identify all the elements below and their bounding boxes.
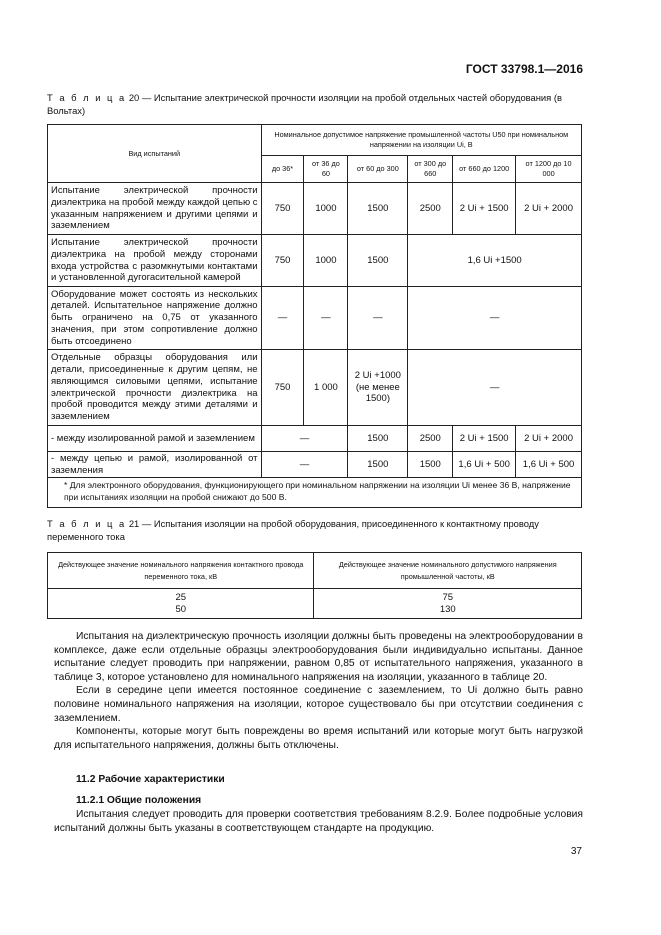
table-footnote: * Для электронного оборудования, функционирующего при номинальном напряжении на изоляции Ui менее 36 В, напряжение при испытаниях изоляции на пробой снижают до 500 В. — [48, 478, 582, 507]
section-heading: 11.2 Рабочие характеристики — [76, 774, 225, 785]
table-20 — [47, 124, 582, 508]
table-cell: Испытание электрической прочности диэлектрика на пробой между каждой цепью с указанным напряжением и другими цепями и заземлением — [48, 183, 262, 235]
table-cell: Испытание электрической прочности диэлектрика на пробой между сторонами входа устройства с разомкнутыми контактами и установленной дугогасительной камерой — [48, 235, 262, 287]
table-cell: 2500 — [408, 426, 453, 452]
table-cell: 1500 — [348, 452, 408, 478]
table-cell: 2 Ui + 2000 — [516, 183, 582, 235]
table-cell: 1 000 — [304, 350, 348, 426]
body-text — [54, 630, 583, 752]
table-cell: — — [408, 350, 582, 426]
table-cell: 1500 — [348, 426, 408, 452]
table-cell: Оборудование может состоять из нескольких деталей. Испытательное напряжение должно быть ограничено на 0,75 от указанного значения, при этом сопротивление должно быть отсоединено — [48, 287, 262, 350]
page-number: 37 — [570, 846, 582, 857]
table-cell: 2500 — [408, 183, 453, 235]
table-cell: 750 — [261, 183, 304, 235]
table-cell: 75 130 — [314, 589, 582, 619]
range-header: до 36* — [261, 156, 304, 183]
table-cell: 25 50 — [48, 589, 314, 619]
table-cell: 1500 — [408, 452, 453, 478]
table-cell: 1,6 Ui +1500 — [408, 235, 582, 287]
col-header-test-type: Вид испытаний — [48, 125, 262, 183]
table-cell: 1,6 Ui + 500 — [516, 452, 582, 478]
table-cell: — — [304, 287, 348, 350]
table-cell: 2 Ui + 2000 — [516, 426, 582, 452]
table-cell: — — [261, 426, 348, 452]
table-cell: — — [408, 287, 582, 350]
subsection-heading: 11.2.1 Общие положения — [76, 795, 202, 806]
col-header-contact-voltage: Действующее значение номинального напряжения контактного провода переменного тока, кВ — [48, 553, 314, 589]
table-footnote-row — [48, 478, 582, 507]
table-21-caption: Т а б л и ц а 21 — Испытания изоляции на пробой оборудования, присоединенного к контактному проводу переменного тока — [47, 518, 539, 542]
table-21 — [47, 552, 582, 619]
table-row — [48, 350, 582, 426]
table-cell: 1,6 Ui + 500 — [453, 452, 516, 478]
table-row — [48, 287, 582, 350]
col-header-group: Номинальное допустимое напряжение промышленной частоты U50 при номинальном напряжении на изоляции Ui, В — [261, 125, 581, 156]
table-row — [48, 235, 582, 287]
table-cell: 1000 — [304, 235, 348, 287]
body-text-final — [54, 808, 583, 835]
table-cell: 1000 — [304, 183, 348, 235]
table-row — [48, 183, 582, 235]
table-cell: 750 — [261, 350, 304, 426]
paragraph: Испытания следует проводить для проверки соответствия требованиям 8.2.9. Более подробные условия испытаний должны быть указаны в соответствующем стандарте на продукцию. — [54, 809, 583, 834]
table-cell: 1500 — [348, 235, 408, 287]
range-header: от 660 до 1200 — [453, 156, 516, 183]
table-row — [48, 589, 582, 619]
table-cell: 1500 — [348, 183, 408, 235]
table-cell: — — [261, 452, 348, 478]
range-header: от 300 до 660 — [408, 156, 453, 183]
table-cell: 750 — [261, 235, 304, 287]
table-cell: - между цепью и рамой, изолированной от заземления — [48, 452, 262, 478]
table-cell: 2 Ui +1000 (не менее 1500) — [348, 350, 408, 426]
table-row — [48, 426, 582, 452]
paragraph: Компоненты, которые могут быть повреждены во время испытаний или которые могут быть нагрузкой для испытательного напряжения, должны быть отключены. — [54, 726, 583, 751]
table-20-caption: Т а б л и ц а 20 — Испытание электрической прочности изоляции на пробой отдельных частей оборудования (в Вольтах) — [47, 92, 562, 116]
range-header: от 36 до 60 — [304, 156, 348, 183]
range-header: от 60 до 300 — [348, 156, 408, 183]
table-cell: 2 Ui + 1500 — [453, 183, 516, 235]
table-cell: Отдельные образцы оборудования или детали, присоединенные к другим цепям, не являющимся силовыми цепями, испытание электрической прочности диэлектрика на пробой проводится между этими деталями и заземлением — [48, 350, 262, 426]
table-row — [48, 452, 582, 478]
table-cell: - между изолированной рамой и заземлением — [48, 426, 262, 452]
paragraph: Если в середине цепи имеется постоянное соединение с заземлением, то Ui должно быть равно половине номинального напряжения на изоляции, которое существовало бы при отсутствии соединения с заземлением. — [54, 685, 583, 724]
table-cell: — — [261, 287, 304, 350]
range-header: от 1200 до 10 000 — [516, 156, 582, 183]
paragraph: Испытания на диэлектрическую прочность изоляции должны быть проведены на электрооборудовании в комплексе, даже если отдельные образцы электрооборудования были индивидуально испытаны. Данное испытание следует проводить при напряжении, равном 0,85 от испытательного напряжения, указанного в таблице 3, которое установлено для номинального напряжения на изоляции, указанного в таблице 20. — [54, 631, 583, 683]
table-cell: — — [348, 287, 408, 350]
col-header-test-voltage: Действующее значение номинального допустимого напряжения промышленной частоты, кВ — [314, 553, 582, 589]
table-cell: 2 Ui + 1500 — [453, 426, 516, 452]
document-header: ГОСТ 33798.1—2016 — [465, 62, 583, 76]
